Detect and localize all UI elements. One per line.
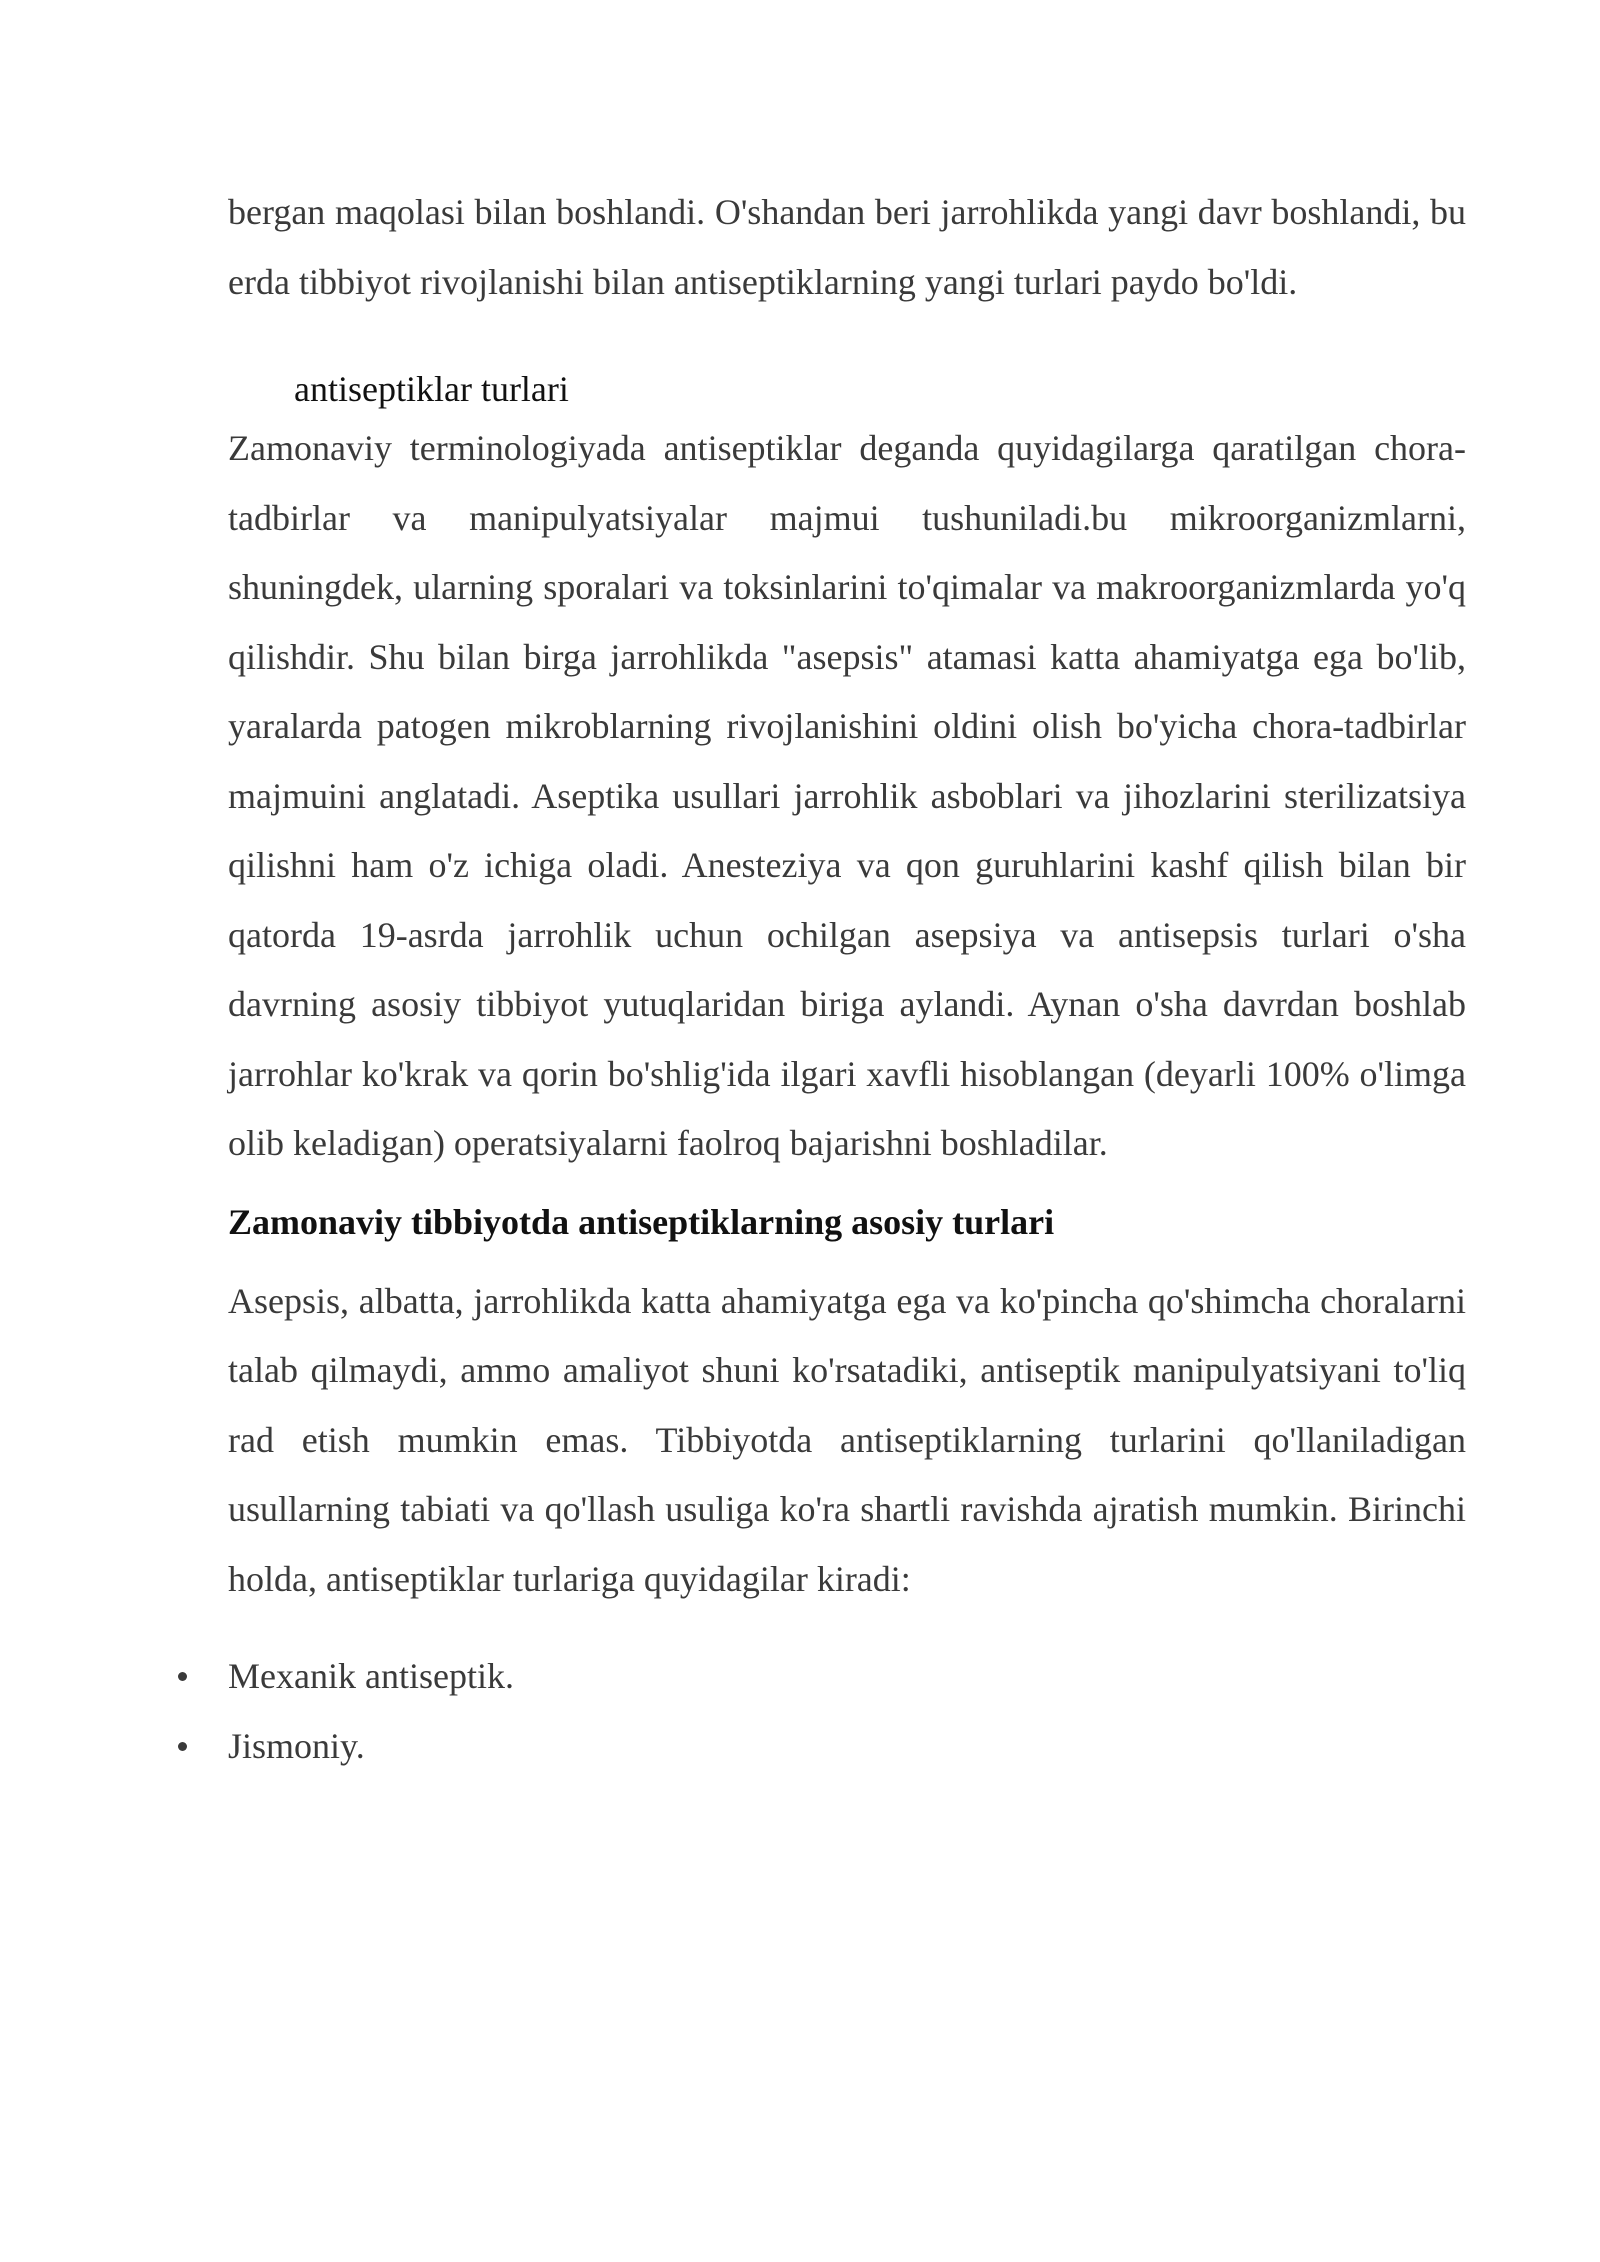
subheading-antiseptic-types: antiseptiklar turlari <box>294 369 569 409</box>
section-heading: Zamonaviy tibbiyotda antiseptiklarning asosiy turlari <box>228 1201 1055 1242</box>
types-paragraph: Asepsis, albatta, jarrohlikda katta ahamiyatga ega va ko'pincha qo'shimcha choralarni talab qilmaydi, ammo amaliyot shuni ko'rsatadiki, antiseptik manipulyatsiyani to'liq rad etish mumkin emas. Tibbiyotda antiseptiklarning turlarini qo'llaniladigan usullarning tabiati va qo'llash usuliga ko'ra shartli ravishda ajratish mumkin. Birinchi holda, antiseptiklar turlariga quyidagilar kiradi: <box>228 1280 1466 1599</box>
intro-paragraph: bergan maqolasi bilan boshlandi. O'shandan beri jarrohlikda yangi davr boshlandi, bu erda tibbiyot rivojlanishi bilan antiseptiklarning yangi turlari paydo bo'ldi. <box>228 192 1466 302</box>
bullet-icon <box>178 1742 187 1751</box>
definition-paragraph: Zamonaviy terminologiyada antiseptiklar deganda quyidagilarga qaratilgan chora-tadbirlar va manipulyatsiyalar majmui tushuniladi.bu mikroorganizmlarni, shuningdek, ularning sporalari va toksinlarini to'qimalar va makroorganizmlarda yo'q qilishdir. Shu bilan birga jarrohlikda "asepsis" atamasi katta ahamiyatga ega bo'lib, yaralarda patogen mikroblarning rivojlanishini oldini olish bo'yicha chora-tadbirlar majmuini anglatadi. Aseptika usullari jarrohlik asboblari va jihozlarini sterilizatsiya qilishni ham o'z ichiga oladi. Anesteziya va qon guruhlarini kashf qilish bilan bir qatorda 19-asrda jarrohlik uchun ochilgan asepsiya va antisepsis turlari o'sha davrning asosiy tibbiyot yutuqlaridan biriga aylandi. Aynan o'sha davrdan boshlab jarrohlar ko'krak va qorin bo'shlig'ida ilgari xavfli hisoblangan (deyarli 100% o'limga olib keladigan) operatsiyalarni faolroq bajarishni boshladilar. <box>228 428 1466 1163</box>
bullet-icon <box>178 1672 187 1681</box>
list-item-mechanical <box>228 1642 1466 1712</box>
list-item-label: Jismoniy. <box>228 1725 365 1766</box>
list-item-physical <box>228 1712 1466 1782</box>
antiseptic-types-list <box>228 1642 1466 1781</box>
document-content <box>228 178 1466 1781</box>
list-item-label: Mexanik antiseptik. <box>228 1656 514 1696</box>
